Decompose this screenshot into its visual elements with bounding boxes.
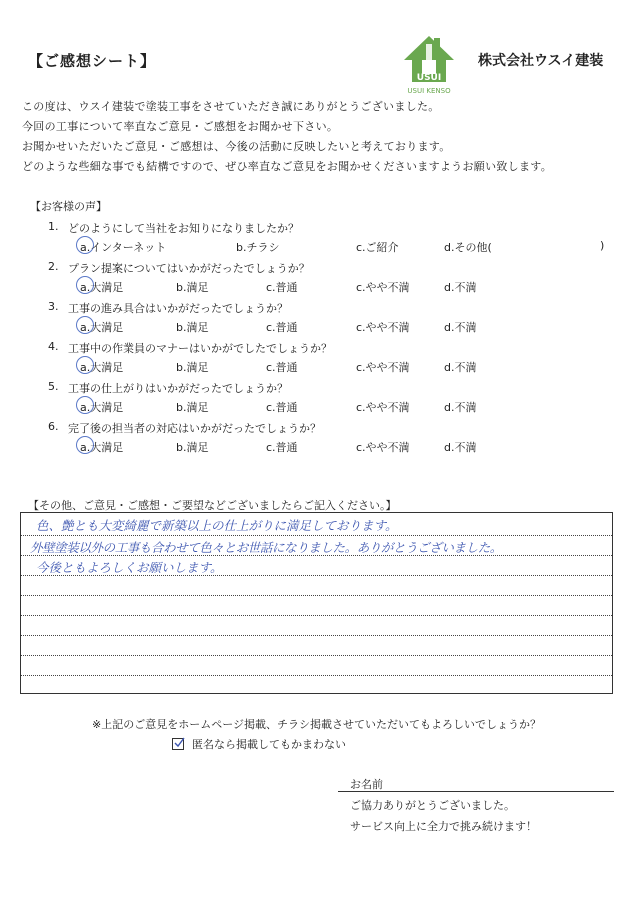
option-c[interactable]: c.ご紹介	[356, 241, 399, 254]
service-text: サービス向上に全力で挑み続けます！	[350, 820, 537, 833]
option-c2[interactable]: c.やや不満	[356, 361, 410, 374]
question-text: プラン提案についてはいかがだったでしょうか？	[68, 262, 310, 275]
question-text: どのようにして当社をお知りになりましたか？	[68, 222, 299, 235]
option-c[interactable]: c.普通	[266, 361, 298, 374]
ruled-line	[21, 615, 612, 616]
question-number: 4.	[48, 340, 59, 353]
question-number: 6.	[48, 420, 59, 433]
name-signature-line[interactable]	[338, 791, 614, 792]
option-c2[interactable]: c.やや不満	[356, 281, 410, 294]
option-c2[interactable]: c.やや不満	[356, 401, 410, 414]
question-text: 完了後の担当者の対応はいかがだったでしょうか？	[68, 422, 321, 435]
free-comment-label: 【その他、ご意見・ご感想・ご要望などございましたらご記入ください。】	[28, 499, 397, 512]
intro-line: お聞かせいただいたご意見・ご感想は、今後の活動に反映したいと考えております。	[22, 140, 451, 153]
option-b[interactable]: b.満足	[176, 321, 209, 334]
publish-question: ※上記のご意見をホームページ掲載、チラシ掲載させていただいてもよろしいでしょうか？	[92, 718, 541, 731]
option-c2[interactable]: c.やや不満	[356, 441, 410, 454]
question-text: 工事中の作業員のマナーはいかがでしたでしょうか？	[68, 342, 332, 355]
option-a[interactable]: a.大満足	[80, 361, 124, 374]
option-d-close: )	[600, 239, 605, 252]
question-number: 5.	[48, 380, 59, 393]
option-d[interactable]: d.不満	[444, 281, 477, 294]
option-c[interactable]: c.普通	[266, 401, 298, 414]
intro-line: どのような些細な事でも結構ですので、ぜひ率直なご意見をお聞かせくださいますようお願い致します。	[22, 160, 552, 173]
option-c[interactable]: c.普通	[266, 321, 298, 334]
option-b[interactable]: b.満足	[176, 401, 209, 414]
question-number: 2.	[48, 260, 59, 273]
svg-text:USUI: USUI	[416, 73, 442, 83]
thanks-text: ご協力ありがとうございました。	[350, 799, 515, 812]
question-number: 3.	[48, 300, 59, 313]
question-text: 工事の仕上がりはいかがだったでしょうか？	[68, 382, 288, 395]
check-mark-icon	[173, 737, 185, 749]
question-number: 1.	[48, 220, 59, 233]
ruled-line	[21, 675, 612, 676]
handwritten-line: 今後ともよろしくお願いします。	[36, 560, 223, 575]
option-b[interactable]: b.満足	[176, 361, 209, 374]
intro-line: 今回の工事について率直なご意見・ご感想をお聞かせ下さい。	[22, 120, 339, 133]
option-c[interactable]: c.普通	[266, 281, 298, 294]
option-a[interactable]: a.インターネット	[80, 241, 167, 254]
ruled-line	[21, 655, 612, 656]
company-name: 株式会社ウスイ建装	[478, 53, 604, 69]
option-d[interactable]: d.不満	[444, 361, 477, 374]
ruled-line	[21, 635, 612, 636]
handwritten-line: 外壁塗装以外の工事も合わせて色々とお世話になりました。ありがとうございました。	[30, 540, 502, 555]
option-a[interactable]: a.大満足	[80, 321, 124, 334]
svg-text:USUI KENSO: USUI KENSO	[407, 87, 451, 95]
option-b[interactable]: b.満足	[176, 441, 209, 454]
handwritten-line: 色、艶とも大変綺麗で新築以上の仕上がりに満足しております。	[36, 518, 398, 533]
question-text: 工事の進み具合はいかがだったでしょうか？	[68, 302, 288, 315]
option-d[interactable]: d.不満	[444, 441, 477, 454]
option-a[interactable]: a.大満足	[80, 441, 124, 454]
option-c2[interactable]: c.やや不満	[356, 321, 410, 334]
option-b[interactable]: b.チラシ	[236, 241, 280, 254]
option-c[interactable]: c.普通	[266, 441, 298, 454]
option-a[interactable]: a.大満足	[80, 281, 124, 294]
option-b[interactable]: b.満足	[176, 281, 209, 294]
company-logo	[400, 30, 458, 98]
publish-checkbox[interactable]	[172, 738, 184, 750]
ruled-line	[21, 595, 612, 596]
intro-line: この度は、ウスイ建装で塗装工事をさせていただき誠にありがとうございました。	[22, 100, 440, 113]
option-d[interactable]: d.その他(	[444, 241, 492, 254]
option-d[interactable]: d.不満	[444, 321, 477, 334]
sheet-title: 【ご感想シート】	[28, 52, 157, 70]
ruled-line	[21, 535, 612, 536]
publish-option-label: 匿名なら掲載してもかまわない	[192, 738, 346, 751]
option-a[interactable]: a.大満足	[80, 401, 124, 414]
option-d[interactable]: d.不満	[444, 401, 477, 414]
customer-voice-label: 【お客様の声】	[30, 200, 107, 213]
name-label: お名前	[350, 778, 383, 791]
